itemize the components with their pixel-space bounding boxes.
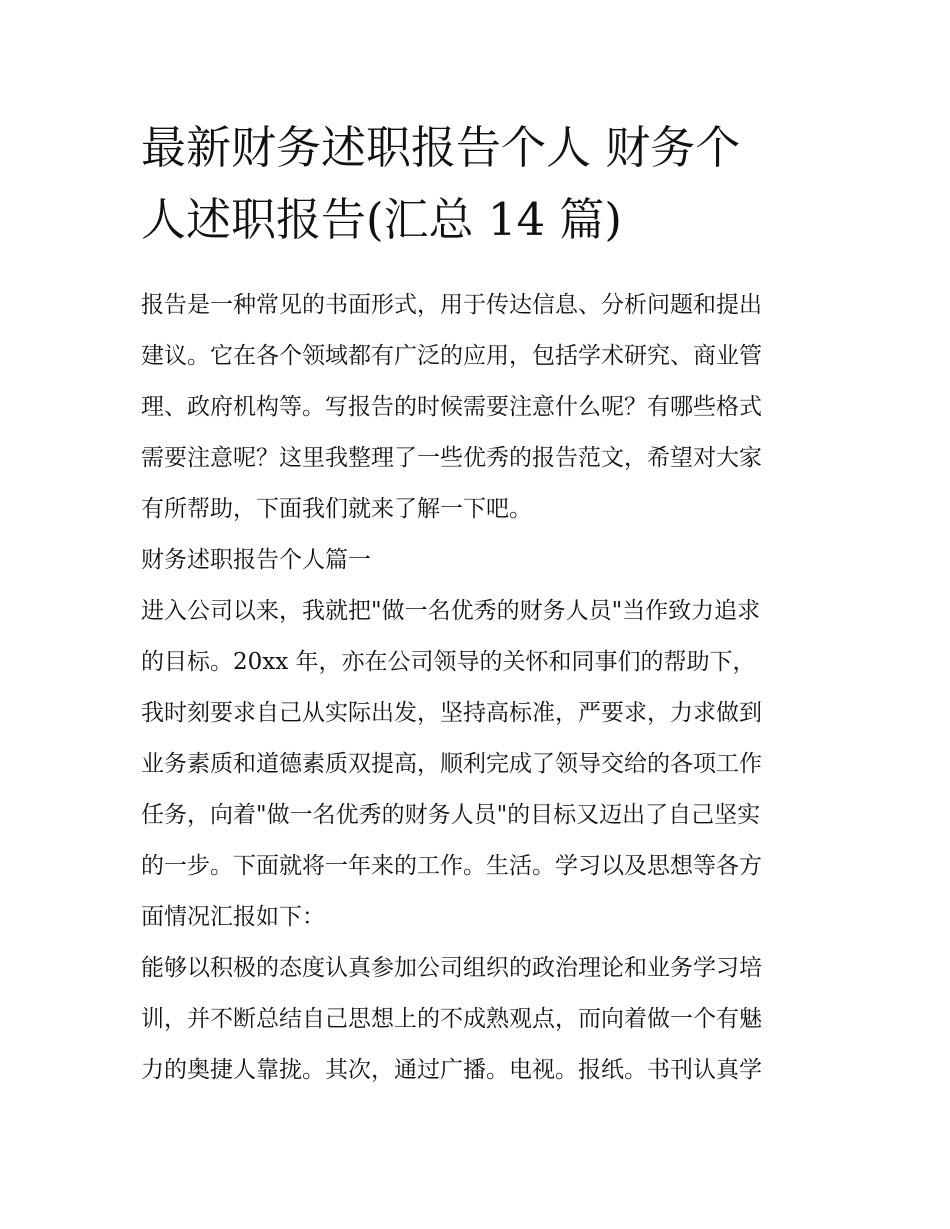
text-line: 我时刻要求自己从实际出发，坚持高标准，严要求，力求做到 [141,700,762,726]
section-heading [141,535,813,586]
text-line: 有所帮助，下面我们就来了解一下吧。 [141,496,532,522]
text-line: 能够以积极的态度认真参加公司组织的政治理论和业务学习培 [141,955,762,981]
document-title [141,112,813,256]
text-line: 进入公司以来，我就把"做一名优秀的财务人员"当作致力追求 [141,598,761,624]
intro-paragraph [141,280,813,535]
title-line: 最新财务述职报告个人 财务个 [141,121,741,174]
text-line: 财务述职报告个人篇一 [141,547,371,573]
body-paragraph [141,943,813,1096]
text-line: 理、政府机构等。写报告的时候需要注意什么呢？有哪些格式 [141,394,762,420]
text-line: 的一步。下面就将一年来的工作。生活。学习以及思想等各方 [141,853,762,879]
body-paragraph [141,586,813,943]
text-line: 业务素质和道德素质双提高，顺利完成了领导交给的各项工作 [141,751,762,777]
title-line: 人述职报告(汇总 14 篇) [141,193,622,246]
text-line: 需要注意呢？这里我整理了一些优秀的报告范文，希望对大家 [141,445,762,471]
text-line: 报告是一种常见的书面形式，用于传达信息、分析问题和提出 [141,292,762,318]
text-line: 建议。它在各个领域都有广泛的应用，包括学术研究、商业管 [141,343,762,369]
document-page [141,112,813,1096]
text-line: 面情况汇报如下： [141,904,325,930]
text-line: 力的奥捷人靠拢。其次，通过广播。电视。报纸。书刊认真学 [141,1057,762,1083]
text-line: 任务，向着"做一名优秀的财务人员"的目标又迈出了自己坚实 [141,802,761,828]
text-line: 训，并不断总结自己思想上的不成熟观点，而向着做一个有魅 [141,1006,762,1032]
text-line: 的目标。20xx 年，亦在公司领导的关怀和同事们的帮助下， [141,649,756,675]
